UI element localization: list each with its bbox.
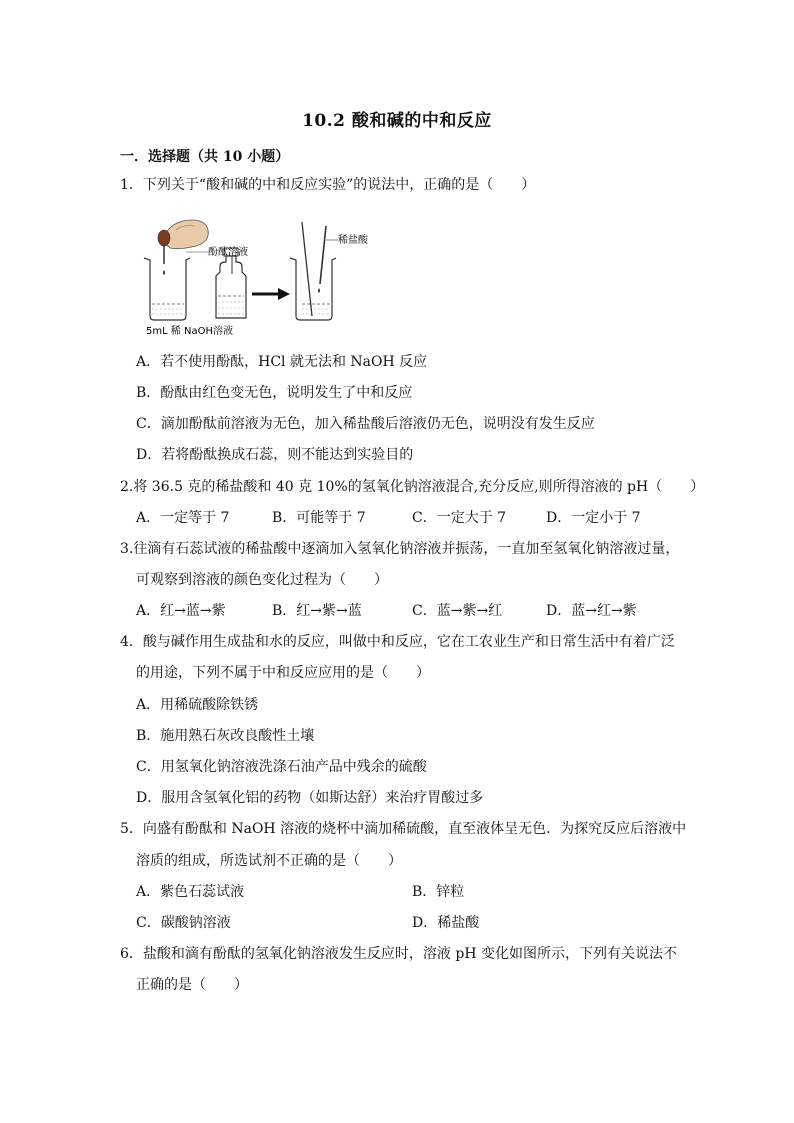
q1-option-b: B．酚酞由红色变无色，说明发生了中和反应 [136,385,413,401]
beaker-1 [144,258,190,320]
q1-experiment-figure [140,212,390,340]
stirring-rod [302,222,312,316]
label-hcl: 稀盐酸 [338,235,368,246]
q3-option-a: A．红→蓝→紫 [136,603,226,619]
beaker-2 [290,258,336,320]
section-heading: 一．选择题（共 10 小题） [120,149,290,165]
q4-option-b: B．施用熟石灰改良酸性土壤 [136,728,315,744]
q5-option-b: B．锌粒 [412,884,465,900]
q5-option-d: D．稀盐酸 [412,915,480,931]
page-title: 10.2 酸和碱的中和反应 [302,111,492,131]
label-naoh: 5mL 稀 NaOH溶液 [146,326,234,337]
q2-option-b: B．可能等于 7 [272,510,366,526]
q1-option-d: D．若将酚酞换成石蕊，则不能达到实验目的 [136,447,414,463]
q3-stem-line1: 3.往滴有石蕊试液的稀盐酸中逐滴加入氢氧化钠溶液并振荡，一直加至氢氧化钠溶液过量， [120,541,680,557]
q3-option-c: C．蓝→紫→红 [412,603,503,619]
q2-option-a: A．一定等于 7 [136,510,230,526]
beaker-1-liquid [152,304,184,318]
q6-stem-line1: 6．盐酸和滴有酚酞的氢氧化钠溶液发生反应时，溶液 pH 变化如图所示，下列有关说法不 [120,946,677,962]
q4-option-d: D．服用含氢氧化铝的药物（如斯达舒）来治疗胃酸过多 [136,790,484,806]
q1-option-c: C．滴加酚酞前溶液为无色，加入稀盐酸后溶液仍无色，说明没有发生反应 [136,416,595,432]
q5-option-a: A．紫色石蕊试液 [136,884,245,900]
q2-option-d: D．一定小于 7 [546,510,641,526]
q1-option-a: A．若不使用酚酞，HCl 就无法和 NaOH 反应 [136,354,428,370]
q1-stem: 1．下列关于“酸和碱的中和反应实验”的说法中，正确的是（ ） [120,177,536,193]
q3-option-b: B．红→紫→蓝 [272,603,362,619]
q4-stem-line2: 的用途，下列不属于中和反应应用的是（ ） [136,665,430,681]
dropper-2 [320,226,326,284]
reagent-bottle [216,256,246,318]
q5-option-c: C．碳酸钠溶液 [136,915,231,931]
q3-option-d: D．蓝→红→紫 [546,603,637,619]
q2-option-c: C．一定大于 7 [412,510,507,526]
dropper-bulb-icon [158,230,170,246]
q4-option-c: C．用氢氧化钠溶液洗涤石油产品中残余的硫酸 [136,759,427,775]
q4-option-a: A．用稀硫酸除铁锈 [136,697,259,713]
q4-stem-line1: 4．酸与碱作用生成盐和水的反应，叫做中和反应，它在工农业生产和日常生活中有着广泛 [120,634,675,650]
label-phenolphthalein: 酚酞溶液 [208,247,248,258]
q2-stem: 2.将 36.5 克的稀盐酸和 40 克 10%的氢氧化钠溶液混合,充分反应,则所得溶液的 pH（ ） [120,479,705,495]
q5-stem-line2: 溶质的组成，所选试剂不正确的是（ ） [136,853,402,869]
arrow-right-icon [252,288,290,300]
q3-stem-line2: 可观察到溶液的颜色变化过程为（ ） [136,572,388,588]
q6-stem-line2: 正确的是（ ） [136,977,248,993]
q5-stem-line1: 5．向盛有酚酞和 NaOH 溶液的烧杯中滴加稀硫酸，直至液体呈无色．为探究反应后溶液中 [120,821,687,837]
